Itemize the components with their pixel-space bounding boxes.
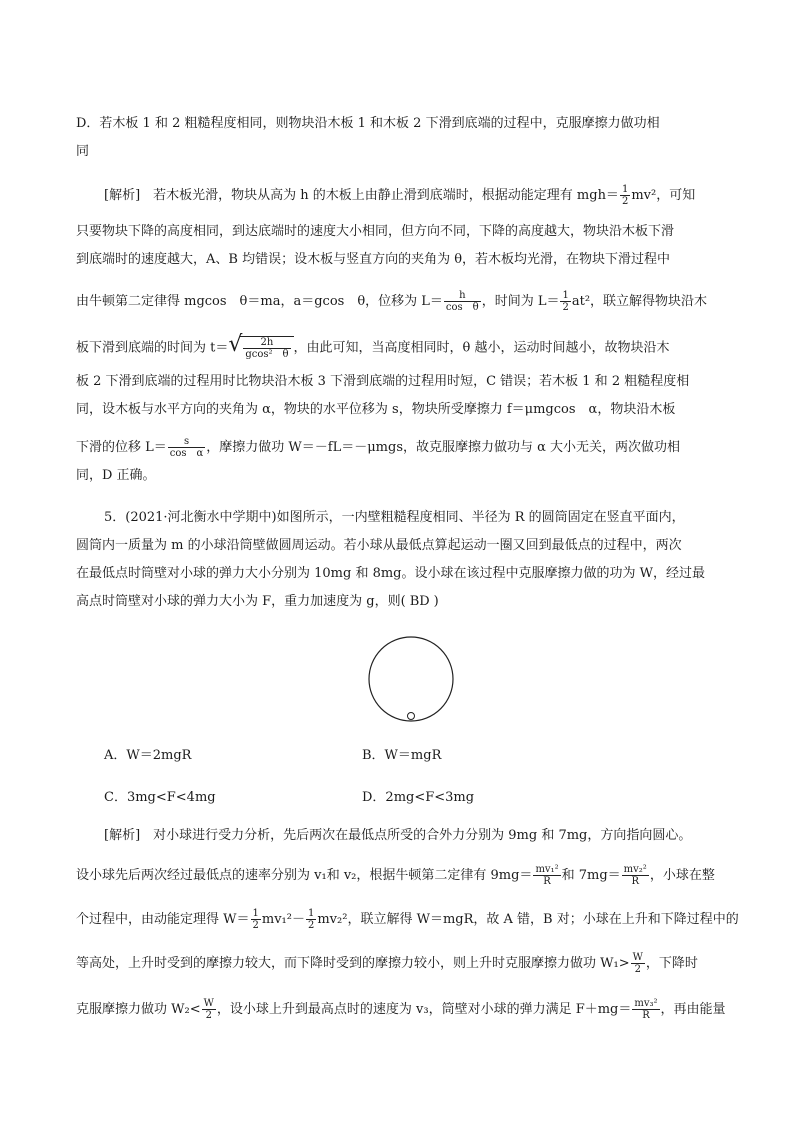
analysis2-line1: [解析] 对小球进行受力分析，先后两次在最低点所受的合外力分别为 9mg 和 7mg，方向指向圆心。 [104, 828, 692, 843]
analysis1-line2: 只要物块下降的高度相同，到达底端时的速度大小相同，但方向不同，下降的高度越大，物块沿木板下滑 [76, 224, 675, 239]
fraction: $\frac{h}{\text{cos θ}}$ [445, 290, 479, 313]
question5-line2: 圆筒内一质量为 m 的小球沿筒壁做圆周运动。若小球从最低点算起运动一圈又回到最低点的过程中，两次 [76, 538, 682, 553]
analysis1-line9: 同，D 正确。 [76, 468, 156, 483]
fraction: $\frac{\text{mv₁²}}{R}$ [535, 864, 559, 887]
fraction: $\frac{s}{\text{cos α}}$ [169, 436, 204, 459]
square-root: √ $\frac{2h}{\text{gcos² θ}}$ [228, 336, 293, 360]
analysis1-line5: 板下滑到底端的时间为 t＝ √ $\frac{2h}{\text{gcos² θ}}$ ，由此可知，当高度相同时，θ 越小，运动时间越小，故物块沿木 [76, 332, 670, 360]
fraction: $\frac{1}{2}$ [252, 908, 259, 931]
option-a: A．W＝2mgR [104, 748, 192, 763]
analysis1-line3: 到底端时的速度越大，A、B 均错误；设木板与竖直方向的夹角为 θ，若木板均光滑，在物块下滑过程中 [76, 252, 671, 267]
analysis1-line4: 由牛顿第二定律得 mgcos θ＝ma，a＝gcos θ，位移为 L＝ $\frac{h}{\text{cos θ}}$ ，时间为 L＝ $\frac{1}{2}$ at²，联立解得物块沿木 [76, 290, 708, 313]
analysis1-line8: 下滑的位移 L＝ $\frac{s}{\text{cos α}}$ ，摩擦力做功 W＝－fL＝－μmgs，故克服摩擦力做功与 α 大小无关，两次做功相 [76, 436, 681, 459]
question5-line1: 5．(2021·河北衡水中学期中)如图所示，一内壁粗糙程度相同、半径为 R 的圆筒固定在竖直平面内， [104, 510, 685, 525]
analysis1-line7: 同，设木板与水平方向的夹角为 α，物块的水平位移为 s，物块所受摩擦力 f＝μmgcos α，物块沿木板 [76, 402, 676, 417]
analysis2-line3: 个过程中，由动能定理得 W＝ $\frac{1}{2}$ mv₁²－ $\frac{1}{2}$ mv₂²，联立解得 W＝mgR，故 A 错，B 对；小球在上升和下降过程中的 [76, 908, 739, 931]
option-d-line2: 同 [76, 144, 90, 159]
cylinder-circle [369, 637, 453, 721]
option-c: C．3mg<F<4mg [104, 790, 216, 805]
analysis1-line1: [解析] 若木板光滑，物块从高为 h 的木板上由静止滑到底端时，根据动能定理有 mgh＝ $\frac{1}{2}$ mv²，可知 [104, 184, 696, 207]
question5-line4: 高点时筒壁对小球的弹力大小为 F，重力加速度为 g，则( BD ) [76, 592, 726, 612]
option-d-line1: D．若木板 1 和 2 粗糙程度相同，则物块沿木板 1 和木板 2 下滑到底端的过程中，克服摩擦力做功相 [76, 116, 660, 131]
fraction: $\frac{\text{mv₂²}}{R}$ [623, 864, 647, 887]
fraction: $\frac{W}{2}$ [203, 998, 214, 1021]
analysis2-line4: 等高处，上升时受到的摩擦力较大，而下降时受到的摩擦力较小，则上升时克服摩擦力做功 W₁> $\frac{W}{2}$ ，下降时 [76, 952, 698, 975]
answer-label: BD [409, 594, 430, 609]
ball [408, 713, 415, 720]
analysis2-line2: 设小球先后两次经过最低点的速率分别为 v₁和 v₂，根据牛顿第二定律有 9mg＝ $\frac{\text{mv₁²}}{R}$ 和 7mg＝ $\frac{\text{mv₂²}}{R}$ ，小球在整 [76, 864, 715, 887]
circle-diagram [366, 634, 460, 728]
fraction: $\frac{1}{2}$ [307, 908, 315, 931]
option-b: B．W＝mgR [362, 748, 442, 763]
fraction: $\frac{1}{2}$ [562, 290, 569, 313]
question5-line3: 在最低点时筒壁对小球的弹力大小分别为 10mg 和 8mg。设小球在该过程中克服摩擦力做的功为 W，经过最 [76, 566, 706, 581]
analysis1-line6: 板 2 下滑到底端的过程用时比物块沿木板 3 下滑到底端的过程用时短，C 错误；若木板 1 和 2 粗糙程度相 [76, 374, 690, 389]
analysis2-line5: 克服摩擦力做功 W₂< $\frac{W}{2}$ ，设小球上升到最高点时的速度为 v₃，筒壁对小球的弹力满足 F＋mg＝ $\frac{\text{mv₃²}}{R}$ ，再由能量 [76, 998, 726, 1021]
fraction: $\frac{\text{mv₃²}}{R}$ [634, 998, 658, 1021]
fraction: $\frac{1}{2}$ [621, 184, 629, 207]
option-d: D．2mg<F<3mg [362, 790, 475, 805]
fraction: $\frac{W}{2}$ [632, 952, 643, 975]
